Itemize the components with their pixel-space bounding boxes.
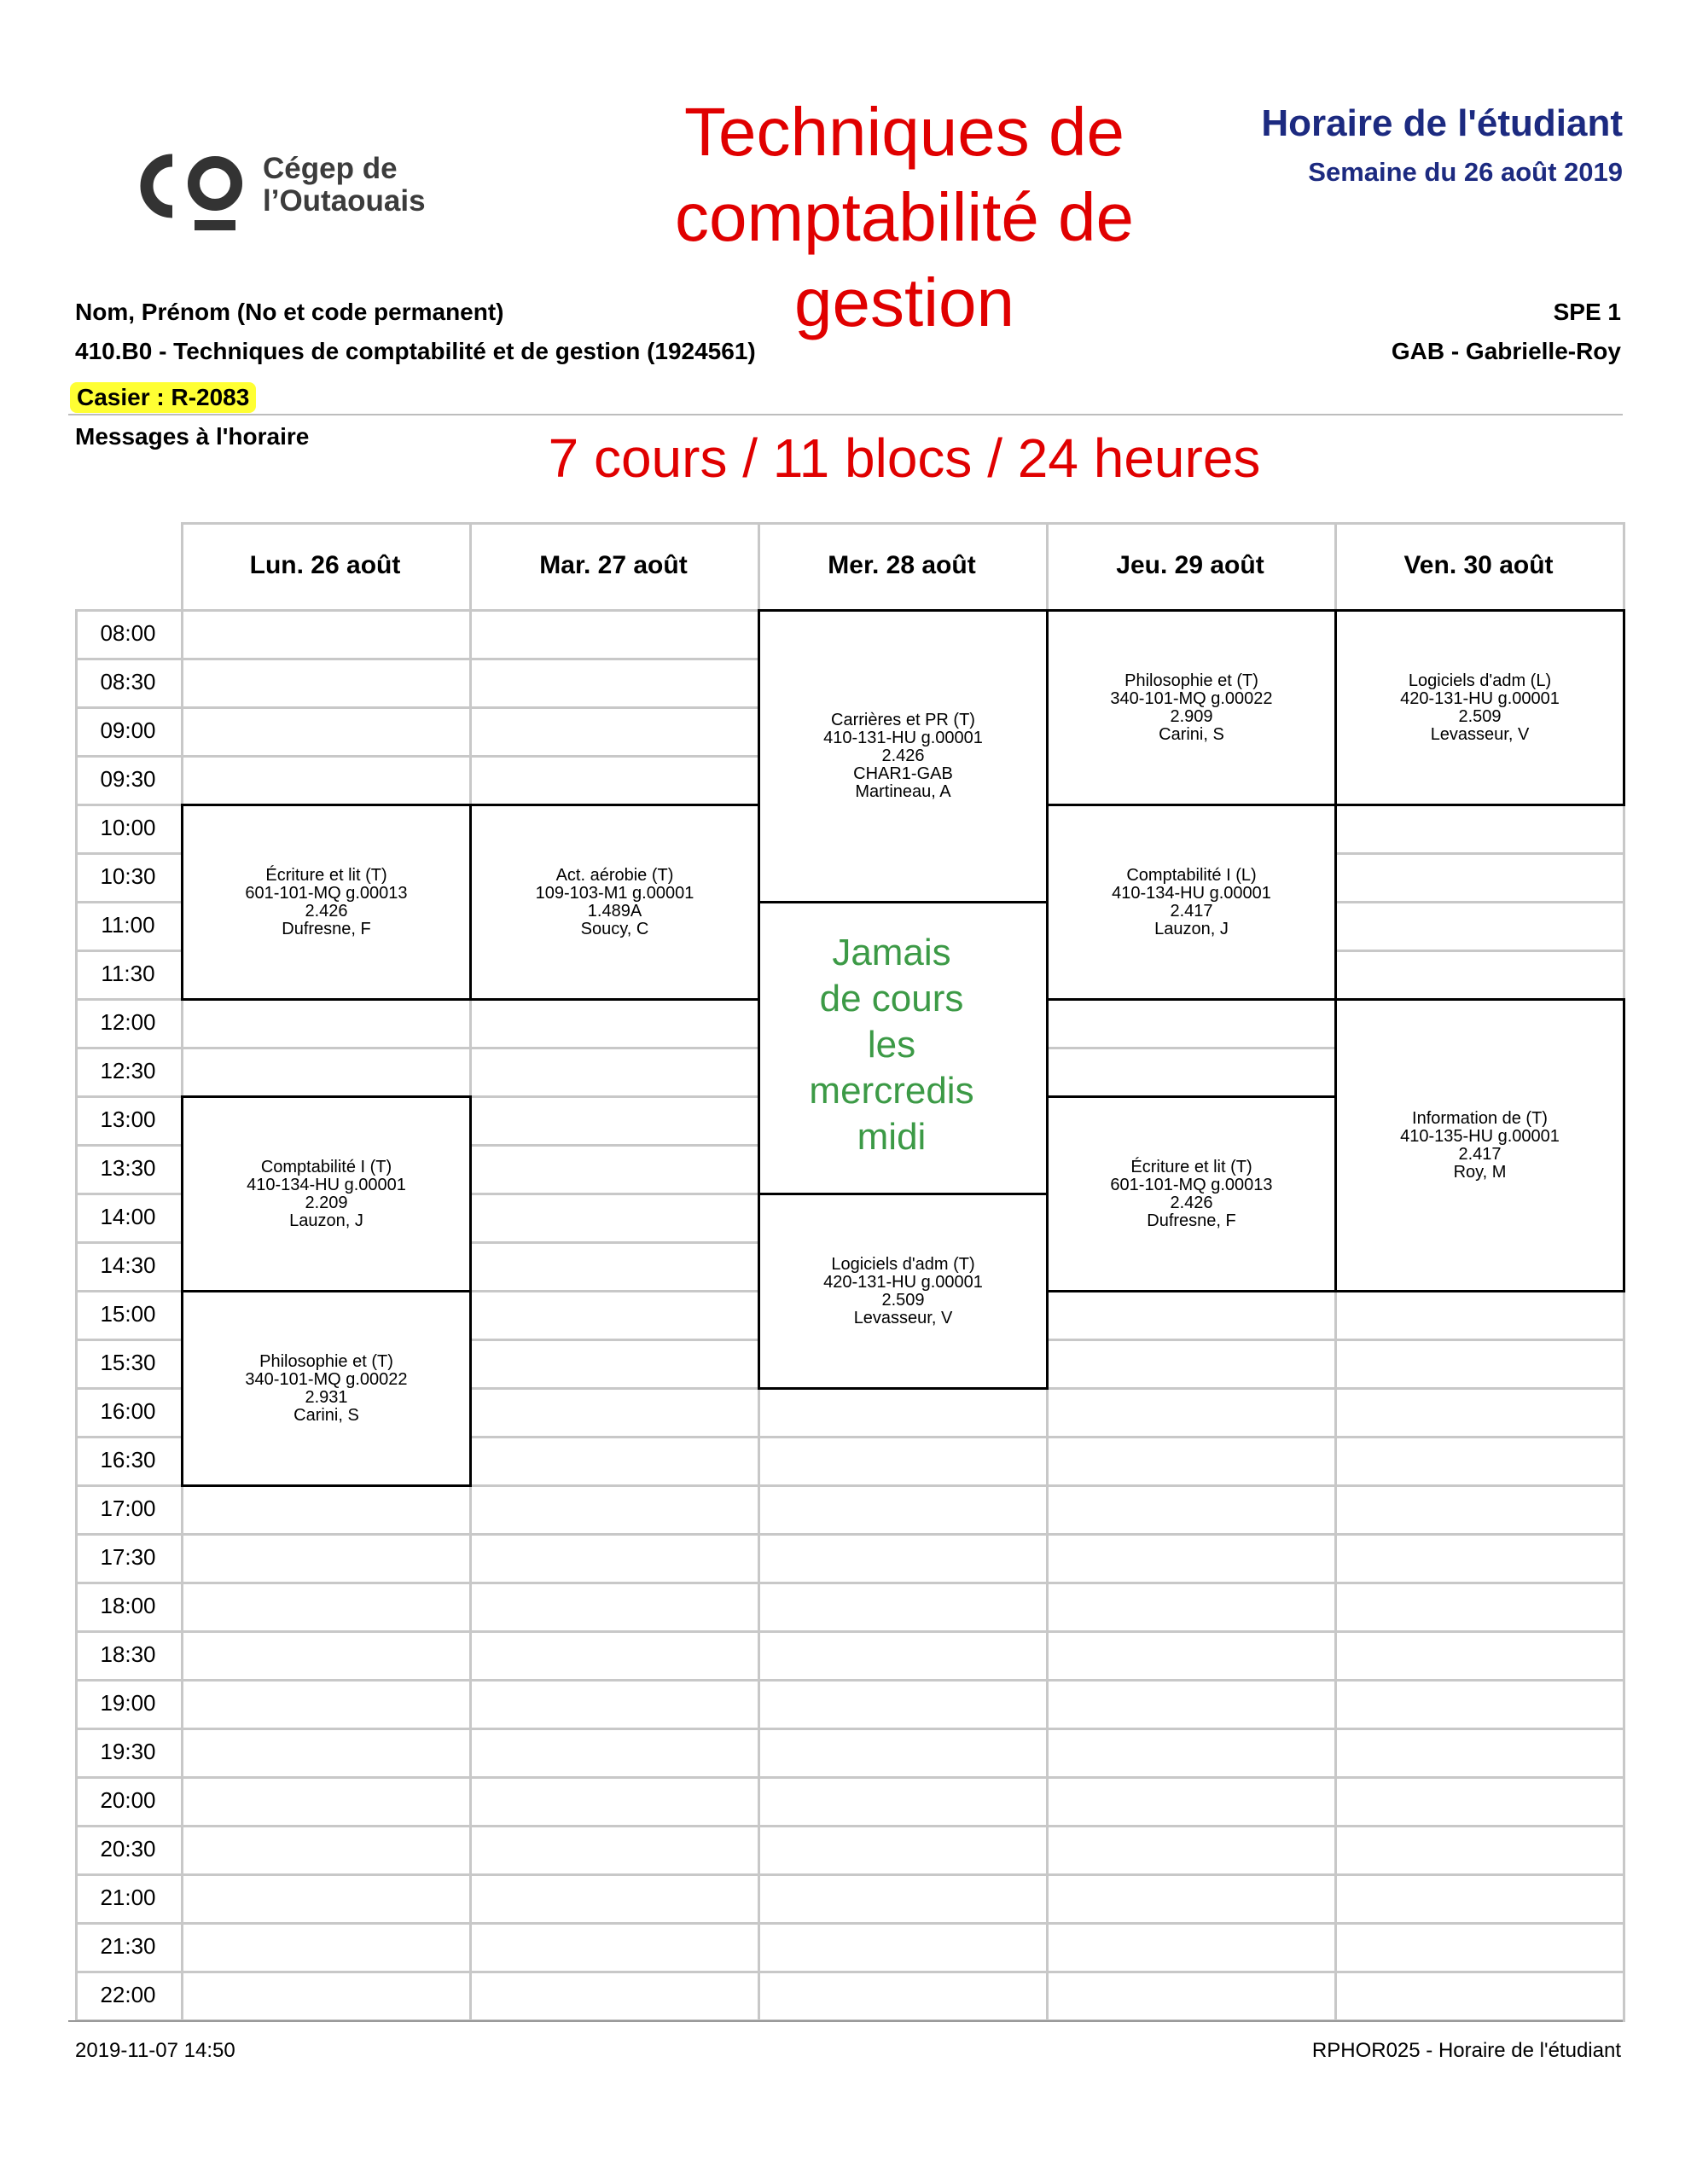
time-label: 20:00 bbox=[100, 1787, 156, 1813]
course-detail: Act. aérobie (T) bbox=[555, 865, 674, 885]
grid-line bbox=[75, 1873, 1625, 1876]
course-detail: 2.931 bbox=[305, 1387, 348, 1407]
time-label: 20:30 bbox=[100, 1836, 156, 1862]
program-title bbox=[631, 90, 1177, 346]
course-block[interactable] bbox=[1334, 998, 1625, 1292]
course-block[interactable] bbox=[181, 804, 472, 1001]
course-detail: 410-135-HU g.00001 bbox=[1400, 1126, 1560, 1146]
course-detail: Roy, M bbox=[1453, 1162, 1507, 1182]
grid-line bbox=[75, 1582, 1625, 1584]
cegep-logo bbox=[137, 145, 444, 239]
time-label: 12:00 bbox=[100, 1009, 156, 1035]
time-label: 22:00 bbox=[100, 1982, 156, 2007]
day-header: Ven. 30 août bbox=[1403, 551, 1554, 579]
course-detail: Carini, S bbox=[293, 1405, 359, 1425]
time-label: 16:00 bbox=[100, 1398, 156, 1424]
course-detail: 410-134-HU g.00001 bbox=[1112, 883, 1271, 903]
course-detail: Levasseur, V bbox=[853, 1308, 953, 1327]
time-label: 14:00 bbox=[100, 1204, 156, 1229]
course-detail: 410-131-HU g.00001 bbox=[823, 729, 983, 747]
course-detail: 109-103-M1 g.00001 bbox=[535, 883, 694, 903]
time-label: 19:30 bbox=[100, 1739, 156, 1764]
note-line: de cours bbox=[819, 978, 964, 1019]
note-line: Jamais bbox=[832, 932, 951, 973]
course-detail: 1.489A bbox=[587, 901, 642, 921]
course-detail: 2.209 bbox=[305, 1193, 348, 1212]
program-line: 410.B0 - Techniques de comptabilité et de gestion (1924561) bbox=[75, 338, 756, 364]
grid-line bbox=[75, 1533, 1625, 1536]
time-label: 09:00 bbox=[100, 717, 156, 743]
course-detail: Information de (T) bbox=[1412, 1108, 1548, 1128]
document-title: Horaire de l'étudiant bbox=[1261, 102, 1623, 144]
note-line: midi bbox=[857, 1116, 927, 1158]
time-label: 09:30 bbox=[100, 766, 156, 792]
footer-date: 2019-11-07 14:50 bbox=[75, 2039, 235, 2062]
time-label: 08:00 bbox=[100, 620, 156, 646]
time-label: 11:00 bbox=[101, 912, 155, 938]
grid-line bbox=[75, 1728, 1625, 1730]
course-detail: 410-134-HU g.00001 bbox=[247, 1175, 406, 1194]
course-detail: 2.426 bbox=[1170, 1193, 1213, 1212]
course-detail: Comptabilité I (L) bbox=[1126, 865, 1257, 885]
messages-label: Messages à l'horaire bbox=[75, 423, 310, 450]
time-label: 13:30 bbox=[100, 1155, 156, 1181]
time-label: 17:00 bbox=[100, 1496, 156, 1521]
course-detail: Philosophie et (T) bbox=[259, 1351, 393, 1371]
course-detail: 2.417 bbox=[1458, 1144, 1502, 1164]
time-label: 08:30 bbox=[100, 669, 156, 694]
course-block[interactable] bbox=[758, 609, 1049, 903]
logo-text-line2: l’Outaouais bbox=[263, 184, 426, 218]
course-block[interactable] bbox=[1046, 804, 1337, 1001]
grid-line bbox=[75, 1922, 1625, 1925]
cegep-logo-mark-icon bbox=[137, 145, 256, 239]
course-detail: 2.509 bbox=[1458, 706, 1502, 726]
course-detail: Martineau, A bbox=[855, 782, 951, 801]
time-label: 19:00 bbox=[100, 1690, 156, 1716]
course-block[interactable] bbox=[1334, 609, 1625, 806]
course-detail: Lauzon, J bbox=[1154, 919, 1229, 938]
course-detail: 2.509 bbox=[881, 1290, 925, 1310]
course-detail: Levasseur, V bbox=[1430, 724, 1530, 744]
course-block[interactable] bbox=[1046, 609, 1337, 806]
casier-badge: Casier : R-2083 bbox=[70, 382, 256, 413]
week-label: Semaine du 26 août 2019 bbox=[1308, 157, 1623, 187]
spe-label: SPE 1 bbox=[1553, 299, 1621, 325]
time-label: 17:30 bbox=[100, 1544, 156, 1570]
course-summary: 7 cours / 11 blocs / 24 heures bbox=[548, 427, 1261, 489]
course-detail: 340-101-MQ g.00022 bbox=[245, 1369, 408, 1389]
course-detail: Comptabilité I (T) bbox=[260, 1157, 392, 1176]
course-detail: 2.426 bbox=[881, 746, 925, 765]
time-label: 15:00 bbox=[100, 1301, 156, 1327]
time-label: 10:00 bbox=[100, 815, 156, 840]
student-name-label: Nom, Prénom (No et code permanent) bbox=[75, 299, 504, 325]
course-block[interactable] bbox=[181, 1290, 472, 1487]
course-block[interactable] bbox=[181, 1095, 472, 1292]
course-detail: Logiciels d'adm (L) bbox=[1408, 671, 1552, 690]
course-detail: CHAR1-GAB bbox=[853, 764, 953, 783]
campus-label: GAB - Gabrielle-Roy bbox=[1391, 338, 1621, 364]
time-label: 16:30 bbox=[100, 1447, 156, 1472]
header-divider bbox=[68, 414, 1623, 415]
course-detail: Écriture et lit (T) bbox=[265, 865, 387, 885]
course-detail: Carini, S bbox=[1159, 724, 1224, 744]
program-title-line: Techniques de bbox=[684, 94, 1124, 170]
grid-line bbox=[75, 1630, 1625, 1633]
course-detail: Lauzon, J bbox=[289, 1211, 363, 1230]
grid-line bbox=[75, 1776, 1625, 1779]
footer-report: RPHOR025 - Horaire de l'étudiant bbox=[1311, 2039, 1621, 2062]
time-label: 10:30 bbox=[100, 863, 156, 889]
program-title-line: gestion bbox=[794, 264, 1014, 340]
footer-divider bbox=[68, 2020, 1623, 2022]
course-detail: 420-131-HU g.00001 bbox=[1400, 688, 1560, 708]
course-detail: 2.426 bbox=[305, 901, 348, 921]
time-label: 12:30 bbox=[100, 1058, 156, 1083]
course-block[interactable] bbox=[469, 804, 760, 1001]
wednesday-note bbox=[764, 930, 1020, 1160]
course-detail: Écriture et lit (T) bbox=[1130, 1157, 1252, 1176]
course-detail: 2.909 bbox=[1170, 706, 1213, 726]
course-detail: Dufresne, F bbox=[1147, 1211, 1236, 1230]
time-label: 18:30 bbox=[100, 1641, 156, 1667]
time-label: 18:00 bbox=[100, 1593, 156, 1618]
day-header: Lun. 26 août bbox=[249, 551, 401, 579]
course-detail: 601-101-MQ g.00013 bbox=[245, 883, 408, 903]
note-line: les bbox=[867, 1024, 916, 1066]
course-block[interactable] bbox=[1046, 1095, 1337, 1292]
day-header: Jeu. 29 août bbox=[1116, 551, 1264, 579]
time-label: 21:30 bbox=[100, 1933, 156, 1959]
course-detail: Soucy, C bbox=[580, 919, 649, 938]
course-detail: 340-101-MQ g.00022 bbox=[1110, 688, 1273, 708]
grid-line bbox=[75, 1825, 1625, 1827]
note-line: mercredis bbox=[809, 1070, 974, 1112]
grid-line bbox=[75, 1971, 1625, 1973]
course-detail: 420-131-HU g.00001 bbox=[823, 1272, 983, 1292]
program-title-line: comptabilité de bbox=[674, 179, 1135, 255]
grid-line bbox=[75, 1679, 1625, 1682]
time-label: 13:00 bbox=[100, 1107, 156, 1132]
time-label: 14:30 bbox=[100, 1252, 156, 1278]
time-label: 15:30 bbox=[100, 1350, 156, 1375]
course-detail: Logiciels d'adm (T) bbox=[831, 1254, 975, 1274]
course-detail: Carrières et PR (T) bbox=[831, 711, 975, 729]
time-label: 11:30 bbox=[101, 961, 155, 986]
course-detail: Dufresne, F bbox=[282, 919, 371, 938]
time-label: 21:00 bbox=[100, 1885, 156, 1910]
logo-text-line1: Cégep de bbox=[263, 152, 398, 185]
course-block[interactable] bbox=[758, 1193, 1049, 1390]
course-detail: 2.417 bbox=[1170, 901, 1213, 921]
day-header: Mer. 28 août bbox=[828, 551, 976, 579]
day-header: Mar. 27 août bbox=[539, 551, 688, 579]
course-detail: 601-101-MQ g.00013 bbox=[1110, 1175, 1273, 1194]
course-detail: Philosophie et (T) bbox=[1124, 671, 1258, 690]
